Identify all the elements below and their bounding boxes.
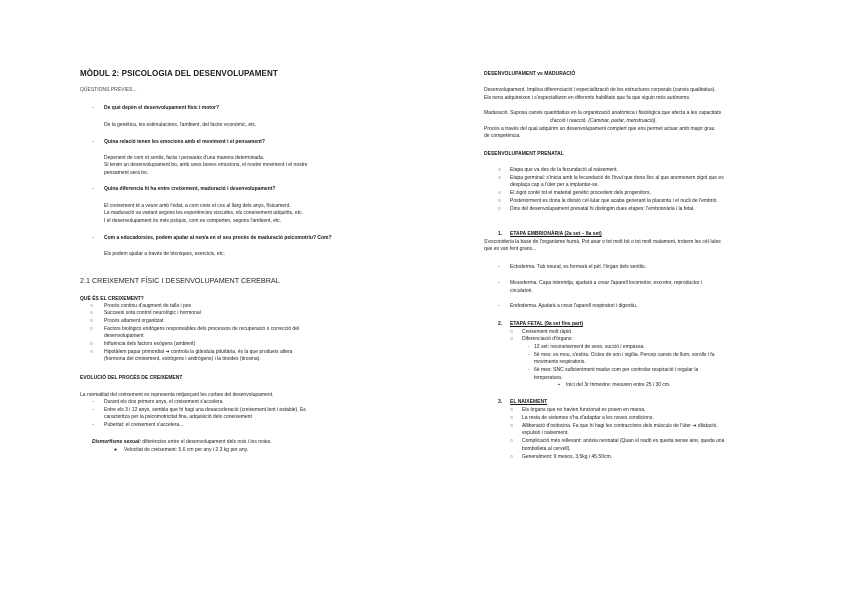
section-title: 2.1 CREIXEMENT FÍSIC I DESENVOLUPAMENT CEREBRAL bbox=[80, 276, 280, 285]
dash-bullet: - bbox=[92, 139, 94, 145]
etapa3-title: EL NAIXEMENT bbox=[510, 399, 548, 405]
answer-2-line-3: pensament serà bo. bbox=[104, 170, 149, 176]
etapa2-item-2: Diferenciació d'òrgans: bbox=[522, 336, 573, 342]
circle-bullet: ○ bbox=[510, 415, 514, 421]
que-es-item-6: Hipotàlem papar primordial ➔ controla la glàndula pituïtària, és la que produeix altera bbox=[104, 349, 293, 355]
dash-bullet: - bbox=[498, 264, 500, 270]
circle-bullet: ○ bbox=[498, 190, 502, 196]
answer-3-line-1: El creixement té a veure amb l'edat, a com creix el cos al llarg dels anys, físicament. bbox=[104, 203, 291, 209]
circle-bullet: ○ bbox=[510, 438, 514, 444]
que-es-item-3: Procés altament organitzat bbox=[104, 318, 164, 324]
etapa3-number: 3. bbox=[498, 399, 503, 405]
etapa2-number: 2. bbox=[498, 321, 503, 327]
etapa2-subsub: Inici del 3r trimestre: mesuren entre 25 i 30 cm. bbox=[566, 382, 671, 388]
evolucio-item-3: Pubertat: el creixement s'accelera... bbox=[104, 422, 184, 428]
etapa3-item-4-cont: bombolleta al cervell). bbox=[522, 446, 571, 452]
dismorfisme-text: diferències entre el desenvolupament dels nois i les noies. bbox=[140, 439, 272, 445]
etapa1-text-1: S'esconideria la base de l'organisme humà. Pot anar o tot molt bé o tot molt malament, trobem les cèl·lules bbox=[484, 239, 721, 245]
que-es-item-4-cont: desenvolupament bbox=[104, 333, 144, 339]
etapa1-item-1: Ectoderma. Tub neural, es formarà el pèl, l'òrgan dels sentits. bbox=[510, 264, 647, 270]
etapa3-item-2: La resta de sistemes s'ha d'adaptar a les noves condicions. bbox=[522, 415, 654, 421]
etapa2-sub-2: 5è mes: es mou, s'estira. Cicles de son i vigília. Percep canvis de llum, sorolls i fa bbox=[534, 352, 715, 358]
circle-bullet: ○ bbox=[510, 336, 514, 342]
dismorfisme-bullet: Velocitat de creixement: 5.6 cm per any i 2.3 kg per any. bbox=[124, 447, 249, 453]
etapa2-sub-3-cont: temperatura. bbox=[534, 375, 563, 381]
answer-3-line-2: La maduració va variant segons les experiències viscudes, els coneixement adquirits, etc. bbox=[104, 210, 303, 216]
question-2: Quina relació tenen les emocions amb el moviment i el pensament? bbox=[104, 139, 265, 145]
evolucio-item-2: Entre els 3 i 12 anys, sembla que hi hagi una desacceleració (creixement lent i estable). Es bbox=[104, 407, 306, 413]
etapa3-item-3-cont: expulsió i naixement. bbox=[522, 430, 569, 436]
dash-bullet: - bbox=[498, 280, 500, 286]
circle-bullet: ○ bbox=[90, 349, 94, 355]
sub-bullet: · bbox=[528, 352, 530, 358]
que-es-item-6-cont: (hormona del creixement, estrògens i andrògens) i la tiroides (tiroxina). bbox=[104, 356, 261, 362]
dot-bullet: ● bbox=[114, 447, 118, 453]
circle-bullet: ○ bbox=[498, 198, 502, 204]
answer-1-line-1: De la genètica, les estimulacions, l'ambient, del factor econòmic, etc. bbox=[104, 122, 257, 128]
circle-bullet: ○ bbox=[498, 175, 502, 181]
sub-bullet: · bbox=[528, 367, 530, 373]
circle-bullet: ○ bbox=[510, 407, 514, 413]
question-3: Quina diferencia hi ha entre creixement, maduració i desenvolupament? bbox=[104, 186, 276, 192]
etapa1-item-2: Mesoderma. Capa intermitja, ajudarà a crear l'aparell locomotor, excretor, reproductor i bbox=[510, 280, 703, 286]
etapa1-item-2-cont: circulatori. bbox=[510, 288, 533, 294]
etapa3-item-5: Generalment: 9 mesos, 3,5kg i 45.50cm. bbox=[522, 454, 613, 460]
circle-bullet: ○ bbox=[90, 341, 94, 347]
p1-line-2: Els nens adquireixen i s'especialitzen en diferents habilitats que fa que siguin més autònoms. bbox=[484, 95, 691, 101]
etapa1-number: 1. bbox=[498, 231, 503, 237]
evolucio-intro: La normalitat del creixement es representa mitjançant les corbes del desenvolupament. bbox=[80, 392, 274, 398]
module-title: MÒDUL 2: PSICOLOGIA DEL DESENVOLUPAMENT bbox=[80, 69, 278, 78]
etapa3-item-4: Complicació més rellevant: anòxia neonatal (Quan el nadó es queda sense aire, queda una bbox=[522, 438, 725, 444]
p3-line-2: de competència. bbox=[484, 133, 521, 139]
que-es-item-2: Succeeix sota control neurològic i hormonal bbox=[104, 310, 201, 316]
dash-bullet: - bbox=[92, 186, 94, 192]
dash-bullet: - bbox=[92, 235, 94, 241]
circle-bullet: ○ bbox=[498, 167, 502, 173]
circle-bullet: ○ bbox=[510, 423, 514, 429]
prenatal-item-4: Posteriorment es dona la divisió cel·lular que acaba generant la placenta i el nucli de l'embrió. bbox=[510, 198, 718, 204]
answer-4-line-1: Els podem ajudar a través de tècniques, exercicis, etc. bbox=[104, 251, 225, 257]
square-bullet: ▪ bbox=[558, 382, 560, 388]
que-es-item-5: Influència dels factors exògens (ambient) bbox=[104, 341, 196, 347]
sub-bullet: · bbox=[528, 344, 530, 350]
circle-bullet: ○ bbox=[90, 326, 94, 332]
question-1: De què depèn el desenvolupament físic i motor? bbox=[104, 105, 220, 111]
p1-line-1: Desenvolupament. Implica diferenciació i especialització de les estructures corporals (canvis qualitatius). bbox=[484, 87, 716, 93]
etapa3-item-3: Alliberació d'oxitocina. Fa que hi hagi les contraccions dels músculs de l'úter ➔ dilatació, bbox=[522, 423, 718, 429]
previous-questions-heading: QÜESTIONS PRÈVIES... bbox=[80, 87, 137, 93]
dash-bullet: - bbox=[498, 303, 500, 309]
prenatal-heading: DESENVOLUPAMENT PRENATAL bbox=[484, 151, 564, 157]
answer-3-line-3: I el desenvolupament és més psíquic, com es comporten, segons l'ambient, etc. bbox=[104, 218, 282, 224]
circle-bullet: ○ bbox=[90, 303, 94, 309]
p2-line-2: d'acció i reacció. (Caminar, parlar, menstruació). bbox=[550, 118, 657, 124]
circle-bullet: ○ bbox=[90, 310, 94, 316]
dev-vs-mat-heading: DESENVOLUPAMENT vs MADURACIÓ bbox=[484, 71, 576, 77]
prenatal-item-2: Etapa germinal: s'inicia amb la fecundació de l'òvul que dona lloc al que anomenem zigot que es bbox=[510, 175, 724, 181]
etapa3-item-1: Els òrgans que no havien funcionat es posen en marxa. bbox=[522, 407, 646, 413]
circle-bullet: ○ bbox=[510, 329, 514, 335]
etapa1-item-3: Endoderma. Ajudarà a crear l'aparell respiratori i digestiu. bbox=[510, 303, 638, 309]
etapa2-title: ETAPA FETAL (9a set fins part) bbox=[510, 321, 584, 327]
dismorfisme-label: Dismorfisme sexual: bbox=[92, 439, 141, 445]
etapa2-item-1: Creixement molt ràpid bbox=[522, 329, 571, 335]
dash-bullet: - bbox=[92, 105, 94, 111]
circle-bullet: ○ bbox=[90, 318, 94, 324]
que-es-item-4: Factors biològics endògens responsables dels processos de recuperació o correcció del bbox=[104, 326, 300, 332]
p2-line-1: Maduració. Suposa canvis quantitatius en la organització anatòmica i fisiològica que afecta a les capacitats bbox=[484, 110, 722, 116]
dash-bullet: - bbox=[92, 399, 94, 405]
que-es-item-1: Procés continu d'augment de talla i pes bbox=[104, 303, 192, 309]
etapa1-title: ETAPA EMBRIONÀRIA (2a set – 8a set) bbox=[510, 231, 602, 237]
dash-bullet: - bbox=[92, 422, 94, 428]
answer-2-line-1: Depenent de com et sentis, faràs i pensaràs d'una manera determinada. bbox=[104, 155, 265, 161]
answer-2-line-2: Si tenim un desenvolupament bo, amb unes bones emocions, el nostre moviment i el nostre bbox=[104, 162, 308, 168]
evolucio-heading: EVOLUCIÓ DEL PROCÉS DE CREIXEMENT bbox=[80, 375, 183, 381]
prenatal-item-2-cont: desplaça cap a l'úter per a implantar-se. bbox=[510, 182, 599, 188]
etapa1-text-2: que es van fent grans... bbox=[484, 246, 537, 252]
dismorfisme-line bbox=[92, 439, 272, 445]
etapa2-sub-3: 6è mes: SNC suficientment madur com per controlar respiració i regular la bbox=[534, 367, 699, 373]
prenatal-item-1: Etapa que va des de la fecundació al naixement. bbox=[510, 167, 618, 173]
evolucio-item-1: Durant els dos primers anys, el creixement s'accelera bbox=[104, 399, 223, 405]
evolucio-item-2-cont: caracteritza per la psicomotricitat fina, adquisició dels coneixement bbox=[104, 414, 252, 420]
etapa2-sub-2-cont: moviments respiratoris. bbox=[534, 359, 586, 365]
circle-bullet: ○ bbox=[498, 206, 502, 212]
question-4: Com a educadors/es, podem ajudar al nen/a en el seu procés de maduració psicomotriu? Com? bbox=[104, 235, 332, 241]
prenatal-item-3: El zigot conté tot el material genètic procedent dels progenitors. bbox=[510, 190, 651, 196]
etapa2-sub-1: 12 set: reconeixement de sexe, succió i empassa. bbox=[534, 344, 645, 350]
prenatal-item-5: Dins del desenvolupament prenatal hi distingim dues etapes: l'embrionària i la fetal. bbox=[510, 206, 695, 212]
p3-line-1: Procés a través del qual adquirim un desenvolupament complert que ens permet actuar amb major grau bbox=[484, 126, 715, 132]
que-es-heading: QUÈ ÉS EL CREIXEMENT? bbox=[80, 296, 144, 302]
dash-bullet: - bbox=[92, 407, 94, 413]
circle-bullet: ○ bbox=[510, 454, 514, 460]
